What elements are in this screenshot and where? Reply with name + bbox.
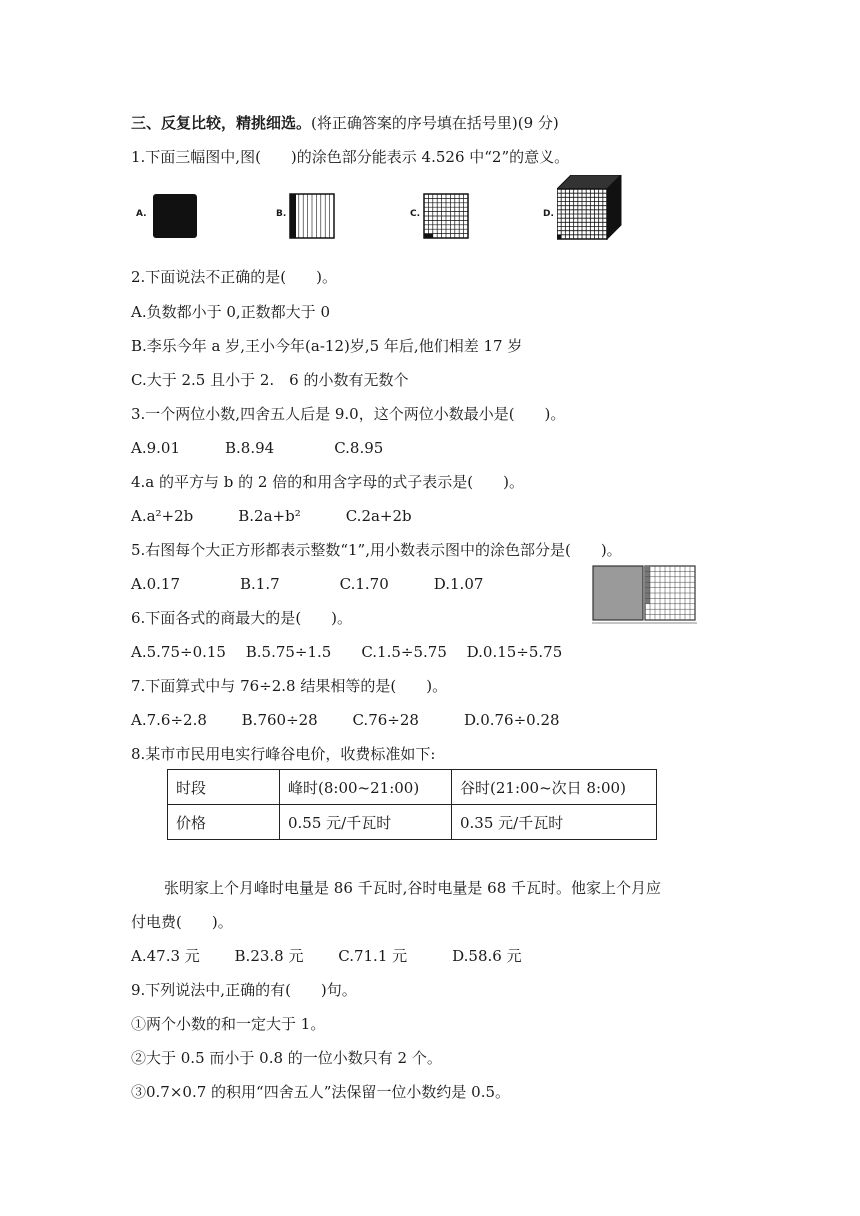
table-cell: 峰时(8:00~21:00) (280, 770, 452, 805)
question-2-option-c: C.大于 2.5 且小于 2. 6 的小数有无数个 (131, 371, 409, 389)
figure-d-label: D. (543, 209, 554, 219)
section-title: 三、反复比较，精挑细选。 (131, 114, 312, 132)
table-row (168, 805, 657, 840)
section-note: (将正确答案的序号填在括号里)(9 分) (311, 114, 559, 132)
price-table (167, 769, 657, 840)
question-5-options: A.0.17 B.1.7 C.1.70 D.1.07 (131, 575, 484, 593)
question-9-statement-1: ①两个小数的和一定大于 1。 (131, 1015, 326, 1033)
figure-b-label: B. (276, 209, 287, 219)
table-cell: 0.35 元/千瓦时 (452, 805, 657, 840)
figure-a-label: A. (136, 209, 147, 219)
question-2-option-b: B.李乐今年 a 岁,王小今年(a-12)岁,5 年后,他们相差 17 岁 (131, 337, 523, 355)
question-8-paragraph-2: 付电费( )。 (131, 913, 233, 931)
question-4: 4.a 的平方与 b 的 2 倍的和用含字母的式子表示是( )。 (131, 473, 524, 491)
table-cell: 0.55 元/千瓦时 (280, 805, 452, 840)
question-4-options: A.a²+2b B.2a+b² C.2a+2b (131, 507, 412, 525)
table-cell: 谷时(21:00~次日 8:00) (452, 770, 657, 805)
question-9-statement-2: ②大于 0.5 而小于 0.8 的一位小数只有 2 个。 (131, 1049, 442, 1067)
question-8-options: A.47.3 元 B.23.8 元 C.71.1 元 D.58.6 元 (131, 947, 522, 965)
question-7-options: A.7.6÷2.8 B.760÷28 C.76÷28 D.0.76÷0.28 (131, 711, 560, 729)
question-3: 3.一个两位小数,四舍五人后是 9.0，这个两位小数最小是( )。 (131, 405, 566, 423)
question-7: 7.下面算式中与 76÷2.8 结果相等的是( )。 (131, 677, 448, 695)
figure-a-full-square (152, 193, 198, 243)
figure-b-tenths-square (289, 193, 335, 243)
question-8: 8.某市市民用电实行峰谷电价，收费标准如下: (131, 745, 436, 763)
question-3-options: A.9.01 B.8.94 C.8.95 (131, 439, 384, 457)
table-cell: 时段 (168, 770, 280, 805)
question-9: 9.下列说法中,正确的有( )句。 (131, 981, 357, 999)
question-2: 2.下面说法不正确的是( )。 (131, 268, 338, 286)
table-row (168, 770, 657, 805)
question-1: 1.下面三幅图中,图( )的涂色部分能表示 4.526 中“2”的意义。 (131, 148, 570, 166)
figure-c-hundredths-square (423, 193, 469, 243)
figure-c-label: C. (410, 209, 421, 219)
figure-q5-squares (592, 565, 698, 629)
question-8-paragraph-1: 张明家上个月峰时电量是 86 千瓦时,谷时电量是 68 千瓦时。他家上个月应 (164, 879, 662, 897)
question-6-options: A.5.75÷0.15 B.5.75÷1.5 C.1.5÷5.75 D.0.15÷5.75 (131, 643, 563, 661)
table-cell: 价格 (168, 805, 280, 840)
question-2-option-a: A.负数都小于 0,正数都大于 0 (131, 303, 330, 321)
question-5: 5.右图每个大正方形都表示整数“1”,用小数表示图中的涂色部分是( )。 (131, 541, 622, 559)
question-6: 6.下面各式的商最大的是( )。 (131, 609, 353, 627)
section-heading (131, 113, 559, 133)
question-9-statement-3: ③0.7×0.7 的积用“四舍五人”法保留一位小数约是 0.5。 (131, 1083, 511, 1101)
figure-d-thousandths-cube (557, 175, 623, 245)
